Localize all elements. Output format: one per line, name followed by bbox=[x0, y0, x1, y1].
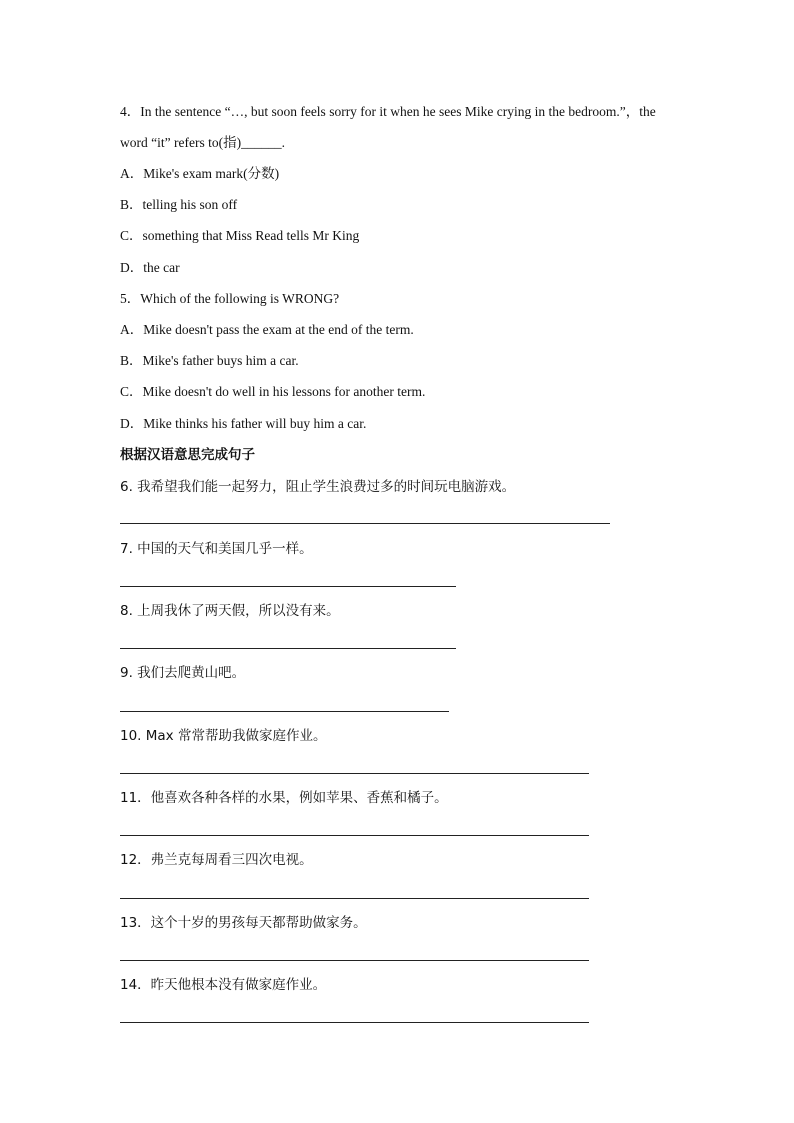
translation-item-14: 14．昨天他根本没有做家庭作业。 bbox=[120, 977, 327, 993]
translation-item-11: 11．他喜欢各种各样的水果，例如苹果、香蕉和橘子。 bbox=[120, 790, 448, 806]
translation-item-10: 10. Max 常常帮助我做家庭作业。 bbox=[120, 728, 327, 744]
question-5-option-a: A．Mike doesn't pass the exam at the end of the term. bbox=[120, 322, 414, 337]
answer-line-6[interactable] bbox=[120, 523, 610, 524]
translation-item-9: 9. 我们去爬黄山吧。 bbox=[120, 665, 246, 681]
translation-item-12: 12．弗兰克每周看三四次电视。 bbox=[120, 852, 313, 868]
question-4-option-b: B．telling his son off bbox=[120, 197, 238, 212]
answer-line-9[interactable] bbox=[120, 711, 449, 712]
question-4-option-d: D．the car bbox=[120, 260, 180, 275]
question-4-stem-line1: 4．In the sentence “…, but soon feels sorry for it when he sees Mike crying in the bedroom.”，the bbox=[120, 104, 656, 119]
answer-line-11[interactable] bbox=[120, 835, 589, 836]
question-5-stem: 5．Which of the following is WRONG? bbox=[120, 291, 340, 306]
question-4-stem-line2: word “it” refers to(指)______. bbox=[120, 135, 285, 150]
translation-item-13: 13．这个十岁的男孩每天都帮助做家务。 bbox=[120, 915, 367, 931]
section-heading: 根据汉语意思完成句子 bbox=[120, 447, 255, 463]
question-5-option-d: D．Mike thinks his father will buy him a car. bbox=[120, 416, 367, 431]
answer-line-10[interactable] bbox=[120, 773, 589, 774]
translation-item-8: 8. 上周我休了两天假，所以没有来。 bbox=[120, 603, 340, 619]
question-4-option-c: C．something that Miss Read tells Mr King bbox=[120, 228, 360, 243]
answer-line-13[interactable] bbox=[120, 960, 589, 961]
question-5-option-b: B．Mike's father buys him a car. bbox=[120, 353, 299, 368]
answer-line-8[interactable] bbox=[120, 648, 456, 649]
question-4-option-a: A．Mike's exam mark(分数) bbox=[120, 166, 280, 181]
question-5-option-c: C．Mike doesn't do well in his lessons for another term. bbox=[120, 384, 426, 399]
answer-line-12[interactable] bbox=[120, 898, 589, 899]
answer-line-14[interactable] bbox=[120, 1022, 589, 1023]
translation-item-6: 6. 我希望我们能一起努力，阻止学生浪费过多的时间玩电脑游戏。 bbox=[120, 479, 516, 495]
translation-item-7: 7. 中国的天气和美国几乎一样。 bbox=[120, 541, 313, 557]
answer-line-7[interactable] bbox=[120, 586, 456, 587]
